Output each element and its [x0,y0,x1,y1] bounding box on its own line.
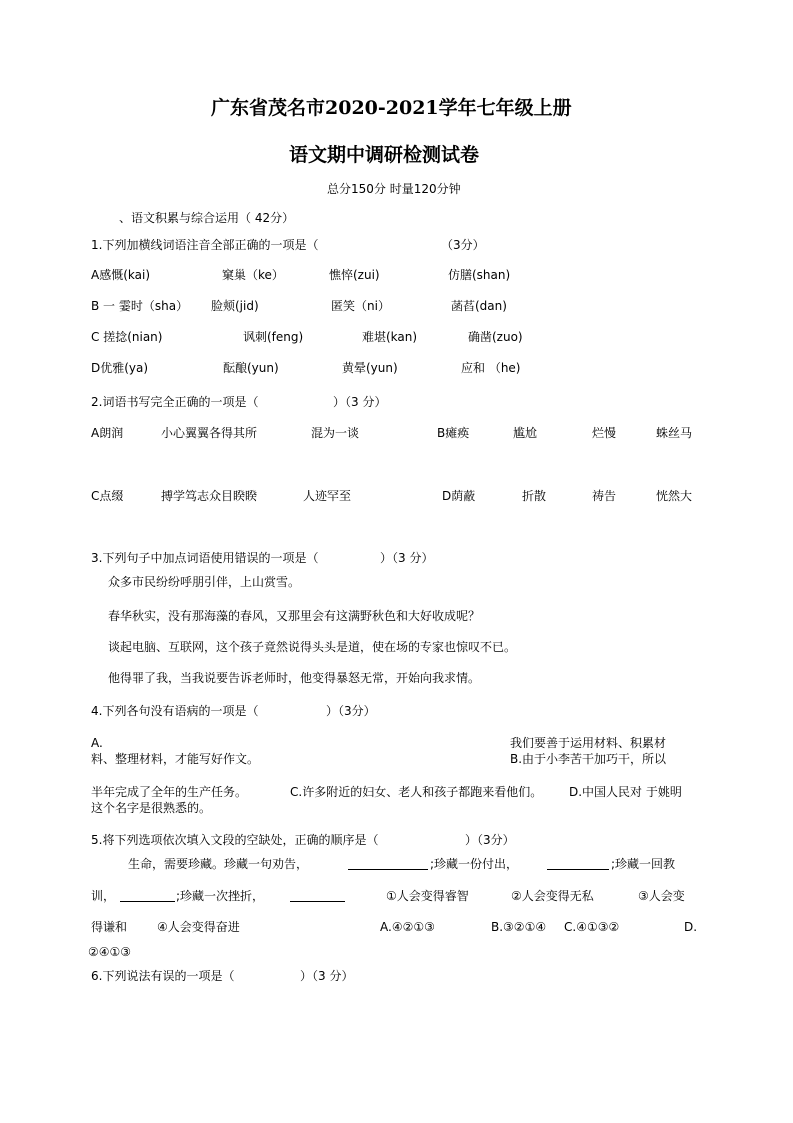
q5-choice-3-start: ③人会变 [638,889,685,903]
q5-stem: 5.将下列选项依次填入文段的空缺处，正确的顺序是（ [91,833,379,847]
q4-score: ）（3分） [326,704,376,718]
q5-blank-4 [290,889,345,902]
q5-option-d: ②④①③ [88,945,132,959]
q2-row2-6: 祷告 [592,489,617,503]
q4-option-c: C.许多附近的妇女、老人和孩子都跑来看他们。 [290,785,543,799]
q1-score: （3分） [441,238,485,252]
q3-option-3: 谈起电脑、互联网，这个孩子竟然说得头头是道，使在场的专家也惊叹不已。 [108,640,517,654]
q1-option-b-4: 菡萏(dan) [451,299,507,313]
q5-option-d-label: D. [684,920,698,934]
q2-stem: 2.词语书写完全正确的一项是（ [91,395,259,409]
q2-row1-4: B瘫痪 [437,426,470,440]
q4-line3-a: 半年完成了全年的生产任务。 [91,785,248,799]
q5-option-c: C.④①③② [564,920,620,934]
q1-option-b-3: 匿笑（ni） [331,299,390,313]
q5-p2-b: ;珍藏一次挫折， [176,889,265,903]
q3-option-2: 春华秋实，没有那海藻的春风，又那里会有这满野秋色和大好收成呢？ [108,609,481,623]
q4-option-a-text: 我们要善于运用材料、积累材 [510,736,667,750]
q3-option-4: 他得罪了我，当我说要告诉老师时，他变得暴怒无常，开始向我求情。 [108,671,481,685]
q2-row2-3: 人迹罕至 [303,489,352,503]
q1-option-d-3: 黄晕(yun) [342,361,398,375]
q6-stem: 6.下列说法有误的一项是（ [91,969,235,983]
q1-option-a-3: 憔悴(zui) [329,268,380,282]
q4-line4: 这个名字是很熟悉的。 [91,801,212,815]
q5-choice-1: ①人会变得睿智 [386,889,469,903]
q5-score: ）（3分） [465,833,515,847]
section-heading: 、语文积累与综合运用（ 42分） [119,211,295,225]
q5-p2-a: 训， [91,889,116,903]
q5-p1-a: 生命，需要珍藏。珍藏一句劝告， [128,857,309,871]
q1-option-a-2: 窠巢（ke） [222,268,284,282]
q4-option-d: D.中国人民对 于姚明 [569,785,682,799]
q2-row1-6: 烂慢 [592,426,617,440]
q3-stem: 3.下列句子中加点词语使用错误的一项是（ [91,551,319,565]
q4-stem: 4.下列各句没有语病的一项是（ [91,704,259,718]
q1-option-a-1: A感慨(kai) [91,268,150,282]
q1-option-c-3: 难堪(kan) [362,330,418,344]
q1-option-c-4: 确凿(zuo) [468,330,523,344]
q1-option-d-1: D优雅(ya) [91,361,149,375]
q3-option-1: 众多市民纷纷呼朋引伴，上山赏雪。 [108,575,301,589]
q5-blank-1 [348,857,428,870]
q2-row1-1: A朗润 [91,426,124,440]
q3-score: ）（3 分） [380,551,434,565]
q2-row2-1: C点缀 [91,489,124,503]
q1-option-c-2: 讽刺(feng) [243,330,304,344]
page-title: 广东省茂名市2020-2021学年七年级上册 [211,97,572,119]
q1-option-d-4: 应和 （he) [461,361,521,375]
q2-row2-5: 折散 [522,489,547,503]
q1-option-b-2: 脸颊(jid) [211,299,259,313]
q1-option-a-4: 仿膳(shan) [448,268,511,282]
q1-option-b-1: B 一 霎时（sha） [91,299,189,313]
q2-score: ）（3 分） [333,395,387,409]
q2-row2-4: D荫蔽 [442,489,476,503]
q5-p1-b: ;珍藏一份付出， [430,857,519,871]
q5-p1-c: ;珍藏一回教 [611,857,676,871]
q5-blank-2 [547,857,609,870]
q1-option-d-2: 酝酿(yun) [223,361,279,375]
exam-meta: 总分150分 时量120分钟 [327,182,461,196]
page-subtitle: 语文期中调研检测试卷 [289,144,480,166]
q4-option-b-text: B.由于小李苦干加巧干，所以 [510,752,667,766]
q5-choice-2: ②人会变得无私 [511,889,594,903]
q2-row2-2: 搏学笃志众目睽睽 [161,489,258,503]
q2-row1-2: 小心翼翼各得其所 [161,426,258,440]
q1-option-c-1: C 搓捻(nian) [91,330,163,344]
q2-row1-3: 混为一谈 [311,426,360,440]
q5-choice-3-end: 得谦和 [91,920,128,934]
q5-choice-4: ④人会变得奋进 [157,920,240,934]
q5-option-a: A.④②①③ [380,920,435,934]
q5-blank-3 [120,889,175,902]
q2-row1-5: 尴尬 [513,426,538,440]
q5-option-b: B.③②①④ [491,920,547,934]
q2-row2-7: 恍然大 [656,489,693,503]
q2-row1-7: 蛛丝马 [656,426,693,440]
q1-stem: 1.下列加横线词语注音全部正确的一项是（ [91,238,319,252]
q4-option-a-cont: 料、整理材料，才能写好作文。 [91,752,260,766]
q4-option-a-label: A. [91,736,103,750]
q6-score: ）（3 分） [300,969,354,983]
